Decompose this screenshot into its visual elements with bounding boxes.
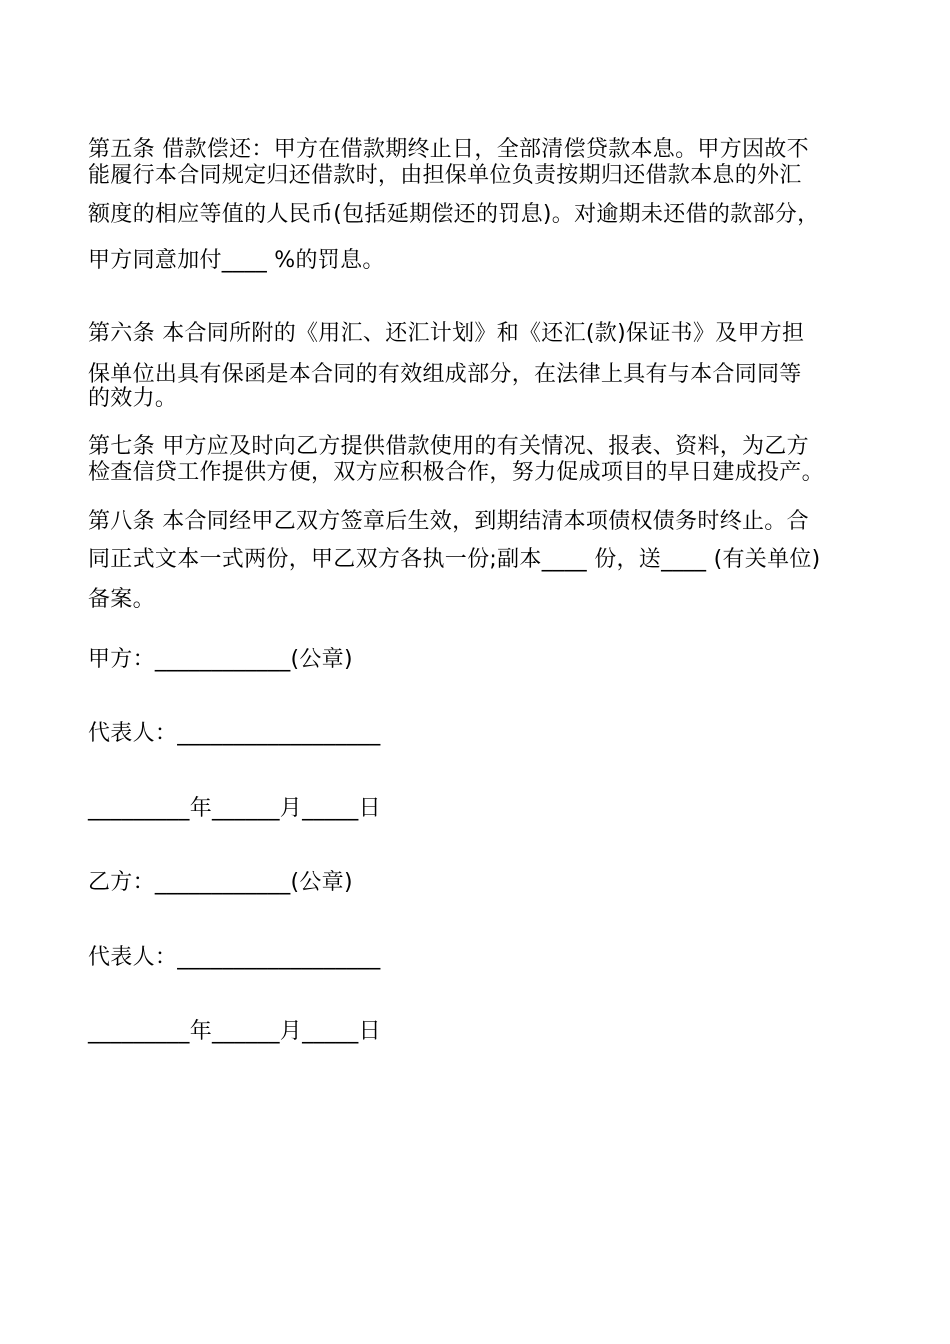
party-a-representative-line: 代表人：__________________ [88, 721, 381, 746]
article-5-line-2: 能履行本合同规定归还借款时，由担保单位负责按期归还借款本息的外汇 [88, 163, 802, 188]
article-8-line-2: 同正式文本一式两份，甲乙双方各执一份;副本____ 份，送____ (有关单位) [88, 547, 821, 572]
article-5-line-4: 甲方同意加付____ %的罚息。 [88, 248, 385, 273]
article-5-line-3: 额度的相应等值的人民币(包括延期偿还的罚息)。对逾期未还借的款部分， [88, 202, 820, 227]
article-5-line-1: 第五条 借款偿还：甲方在借款期终止日，全部清偿贷款本息。甲方因故不 [88, 137, 809, 162]
article-8-line-3: 备案。 [88, 587, 155, 612]
party-a-date-line: _________年______月_____日 [88, 796, 381, 821]
party-b-representative-line: 代表人：__________________ [88, 945, 381, 970]
article-6-line-1: 第六条 本合同所附的《用汇、还汇计划》和《还汇(款)保证书》及甲方担 [88, 321, 805, 346]
party-a-seal-line: 甲方：____________(公章) [88, 647, 353, 672]
party-b-date-line: _________年______月_____日 [88, 1019, 381, 1044]
article-6-line-3: 的效力。 [88, 386, 178, 411]
party-b-seal-line: 乙方：____________(公章) [88, 870, 353, 895]
article-7-line-1: 第七条 甲方应及时向乙方提供借款使用的有关情况、报表、资料，为乙方 [88, 434, 809, 459]
article-8-line-1: 第八条 本合同经甲乙双方签章后生效，到期结清本项债权债务时终止。合 [88, 509, 809, 534]
article-7-line-2: 检查信贷工作提供方便，双方应积极合作，努力促成项目的早日建成投产。 [88, 460, 824, 485]
article-6-line-2: 保单位出具有保函是本合同的有效组成部分，在法律上具有与本合同同等 [88, 362, 802, 387]
